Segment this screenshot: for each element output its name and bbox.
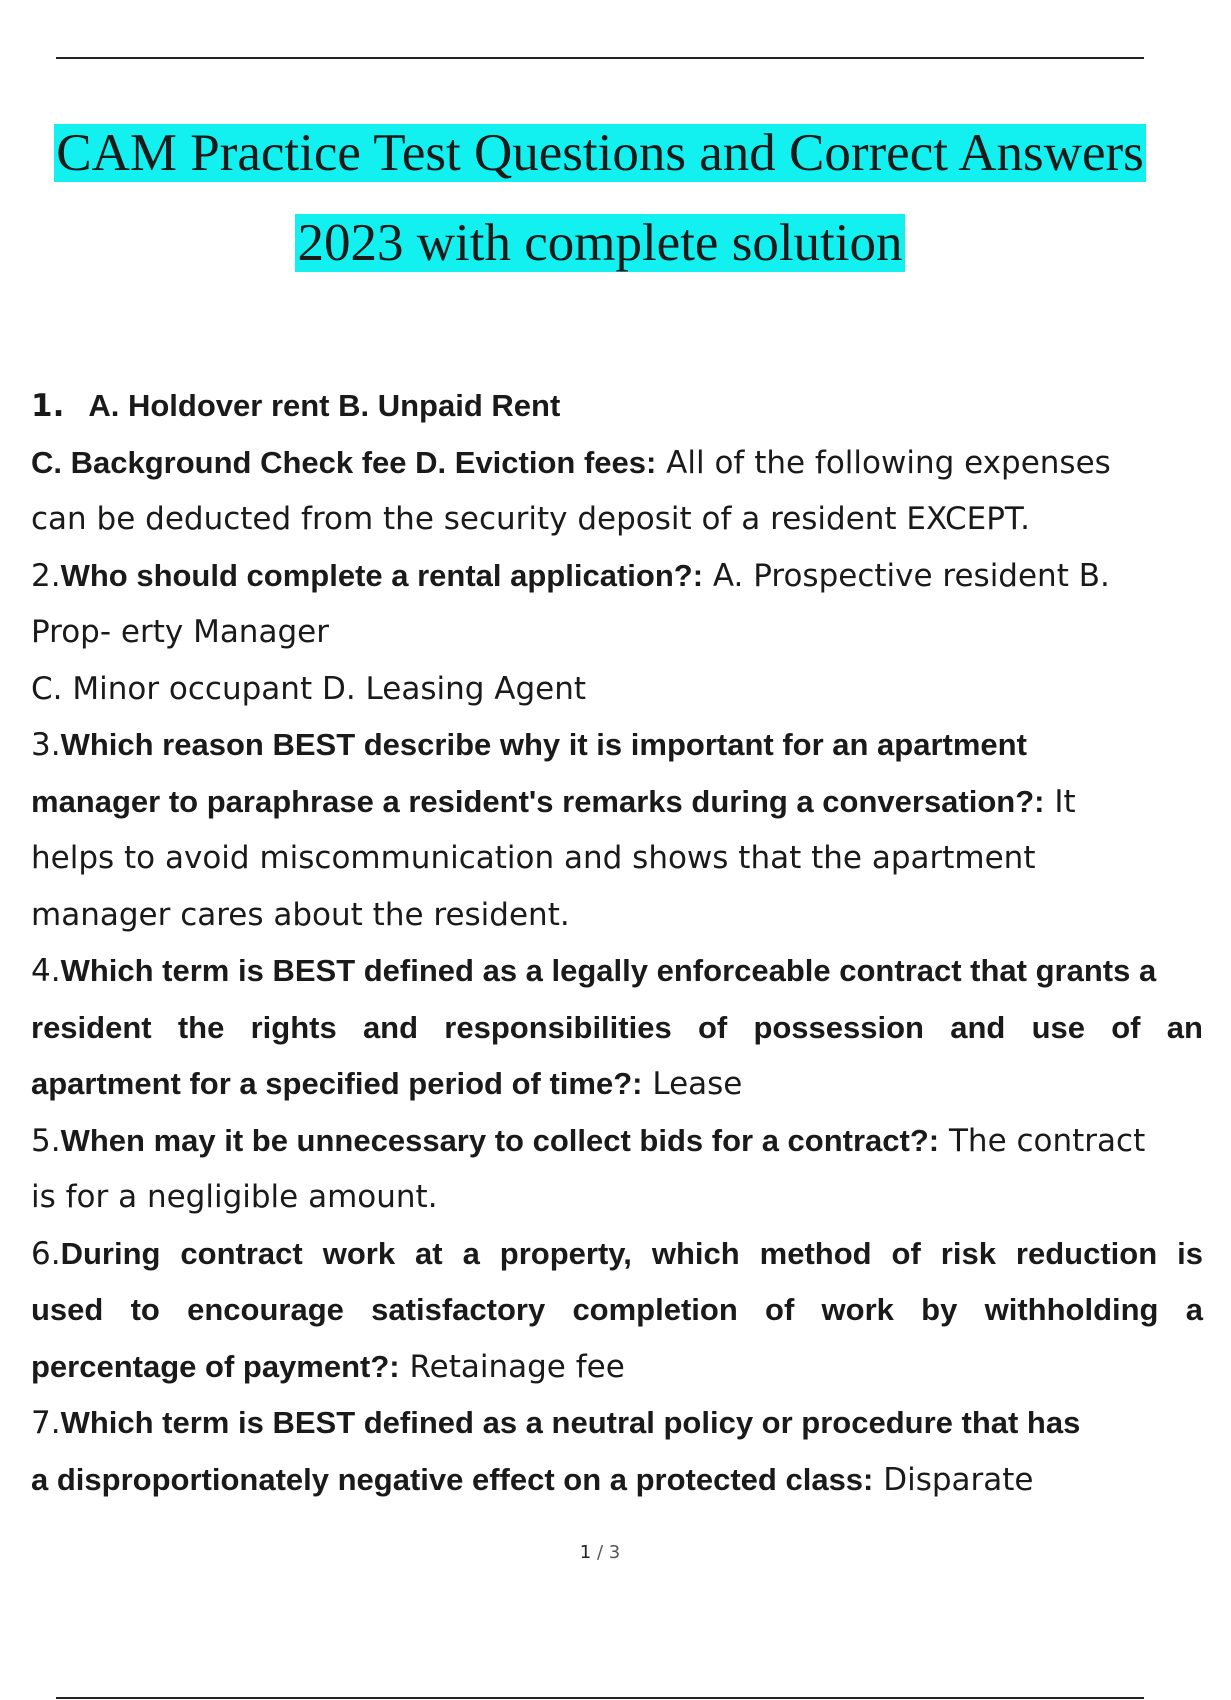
top-rule bbox=[56, 57, 1144, 59]
q3-line-2 bbox=[31, 774, 1231, 831]
q7-line-2 bbox=[31, 1452, 1231, 1509]
q4-word: of bbox=[697, 1009, 728, 1045]
title-line-1: CAM Practice Test Questions and Correct Answers bbox=[56, 124, 1144, 182]
q1-line-1 bbox=[31, 378, 1231, 435]
q2-number: 2. bbox=[31, 557, 61, 594]
bottom-rule bbox=[56, 1697, 1144, 1699]
q6-word: used bbox=[31, 1292, 104, 1327]
q3-answer-cont: helps to avoid miscommunication and shows that the apartment bbox=[31, 840, 1036, 876]
q3-line-3 bbox=[31, 830, 1231, 887]
title-line-2: 2023 with complete solution bbox=[297, 214, 903, 272]
q6-word: withholding bbox=[984, 1292, 1159, 1327]
q2-line-2 bbox=[31, 604, 1231, 661]
q4-line-2 bbox=[31, 1000, 1203, 1057]
q2-answer: A. Prospective resident B. bbox=[703, 557, 1110, 594]
q4-answer: Lease bbox=[642, 1066, 743, 1102]
q3-line-4 bbox=[31, 887, 1231, 944]
q6-word: at bbox=[415, 1235, 443, 1271]
q6-word: a bbox=[462, 1235, 480, 1271]
q6-word: of bbox=[765, 1292, 795, 1327]
q7-answer: Disparate bbox=[873, 1461, 1034, 1498]
q6-word: contract bbox=[180, 1235, 303, 1271]
q2-answer-cont-2: C. Minor occupant D. Leasing Agent bbox=[31, 670, 587, 707]
q1-answer-cont: can be deducted from the security deposit of a resident EXCEPT. bbox=[31, 501, 1031, 537]
q6-word: satisfactory bbox=[371, 1292, 546, 1327]
q1-question: A. Holdover rent B. Unpaid Rent bbox=[88, 388, 561, 423]
q3-number: 3. bbox=[31, 727, 61, 763]
q4-word: of bbox=[1111, 1009, 1141, 1045]
q6-word: to bbox=[130, 1292, 160, 1327]
q7-question-cont: a disproportionately negative effect on a protected class: bbox=[31, 1461, 874, 1497]
page-total: / 3 bbox=[591, 1542, 621, 1563]
q7-number: 7. bbox=[31, 1405, 61, 1441]
q6-word: completion bbox=[572, 1292, 738, 1327]
q3-line-1 bbox=[31, 717, 1231, 774]
q5-answer-cont: is for a negligible amount. bbox=[31, 1179, 438, 1215]
q6-word: by bbox=[921, 1292, 958, 1327]
q4-word: responsibilities bbox=[444, 1009, 672, 1045]
q5-answer: The contract bbox=[939, 1122, 1146, 1159]
q6-word: encourage bbox=[187, 1292, 344, 1327]
q4-word: use bbox=[1031, 1009, 1086, 1045]
q6-word: which bbox=[651, 1235, 740, 1271]
q6-word: a bbox=[1185, 1292, 1203, 1327]
q5-question: When may it be unnecessary to collect bids for a contract?: bbox=[60, 1122, 940, 1158]
q1-answer: All of the following expenses bbox=[656, 444, 1111, 481]
q7-line-1 bbox=[31, 1395, 1231, 1452]
q6-number: 6. bbox=[31, 1235, 61, 1272]
q2-question: Who should complete a rental application?: bbox=[60, 557, 704, 593]
q6-word: work bbox=[322, 1235, 396, 1271]
q2-line-1 bbox=[31, 548, 1231, 605]
q4-word: resident bbox=[31, 1009, 152, 1045]
page-number bbox=[0, 1542, 1200, 1563]
q6-word: method bbox=[759, 1235, 872, 1271]
q5-line-2 bbox=[31, 1169, 1231, 1226]
document-title bbox=[0, 108, 1200, 288]
q6-word: risk bbox=[940, 1235, 996, 1271]
q1-number: 1. bbox=[31, 388, 65, 424]
q6-word: of bbox=[891, 1235, 921, 1271]
q6-line-2 bbox=[31, 1282, 1203, 1339]
q3-answer-cont-2: manager cares about the resident. bbox=[31, 896, 570, 933]
q6-line-1 bbox=[31, 1226, 1203, 1283]
page-current: 1 bbox=[579, 1542, 592, 1563]
q6-word: is bbox=[1177, 1235, 1203, 1271]
q6-word: property, bbox=[499, 1235, 632, 1271]
q1-line-3 bbox=[31, 491, 1231, 548]
q4-word: and bbox=[362, 1009, 419, 1045]
q5-line-1 bbox=[31, 1113, 1231, 1170]
q1-question-cont: C. Background Check fee D. Eviction fees: bbox=[31, 444, 657, 480]
q4-word: and bbox=[950, 1009, 1006, 1045]
q2-answer-cont: Prop- erty Manager bbox=[31, 614, 329, 650]
q3-question: Which reason BEST describe why it is important for an apartment bbox=[60, 727, 1027, 762]
q4-question: Which term is BEST defined as a legally enforceable contract that grants a bbox=[60, 953, 1157, 988]
q4-line-1 bbox=[31, 943, 1231, 1000]
q6-word: work bbox=[821, 1292, 894, 1327]
q6-question-cont: percentage of payment?: bbox=[31, 1348, 400, 1384]
q6-word: During bbox=[60, 1235, 161, 1271]
q3-question-cont: manager to paraphrase a resident's remarks during a conversation?: bbox=[31, 783, 1045, 819]
q4-question-cont: apartment for a specified period of time?: bbox=[31, 1066, 643, 1101]
q4-line-3 bbox=[31, 1056, 1231, 1113]
q6-word: reduction bbox=[1015, 1235, 1158, 1271]
q4-word: rights bbox=[250, 1009, 337, 1045]
q3-answer: It bbox=[1044, 783, 1076, 820]
question-list bbox=[31, 378, 1231, 1508]
q4-word: possession bbox=[753, 1009, 924, 1045]
q4-word: the bbox=[177, 1009, 225, 1045]
q2-line-3 bbox=[31, 661, 1231, 718]
q4-number: 4. bbox=[31, 953, 61, 989]
q4-word: an bbox=[1166, 1009, 1203, 1045]
q6-answer: Retainage fee bbox=[399, 1348, 625, 1385]
q1-line-2 bbox=[31, 435, 1231, 492]
q5-number: 5. bbox=[31, 1122, 61, 1159]
q7-question: Which term is BEST defined as a neutral policy or procedure that has bbox=[60, 1405, 1081, 1440]
q6-line-3 bbox=[31, 1339, 1231, 1396]
